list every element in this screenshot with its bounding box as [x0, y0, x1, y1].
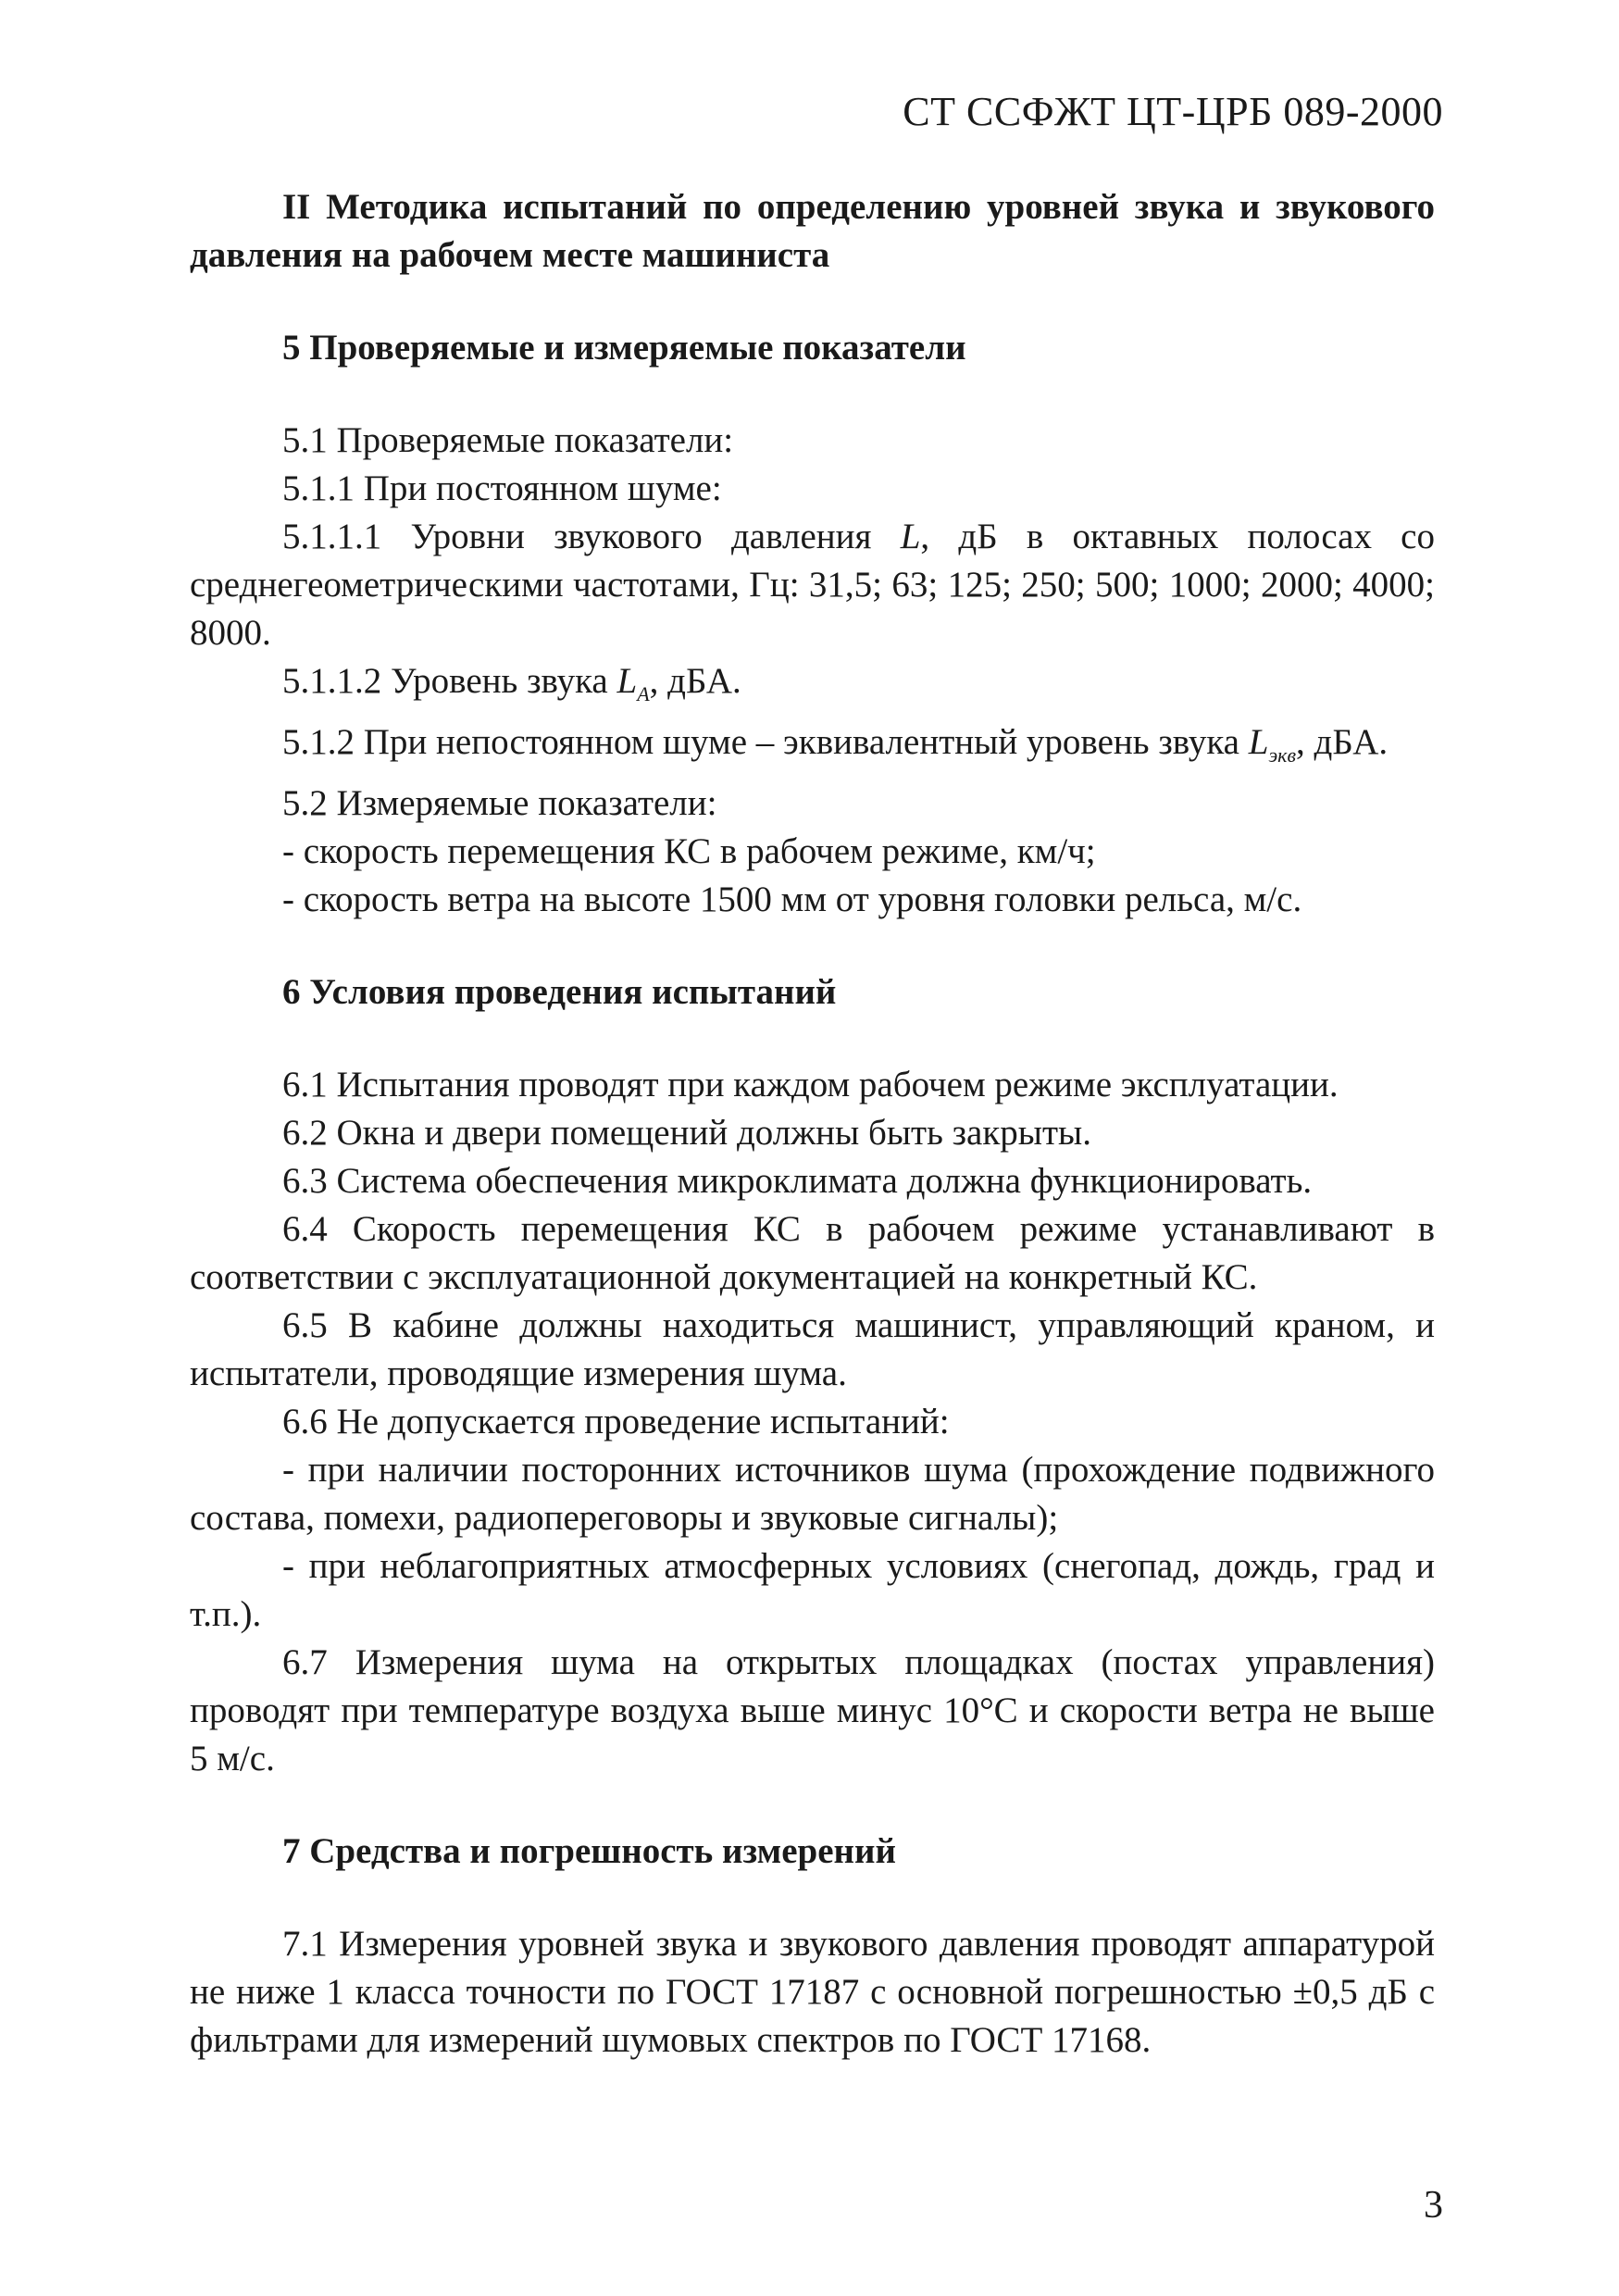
list-item: - скорость перемещения КС в рабочем режиме, км/ч;: [282, 830, 1096, 871]
paragraph-7-1: 7.1 Измерения уровней звука и звукового давления проводят аппаратурой не ниже 1 класса точности по ГОСТ 17187 с основной погрешностью ±0,5 дБ с фильтрами для измерений шумовых спектров по ГОСТ 17168.: [190, 1923, 1435, 2060]
heading-6: 6 Условия проведения испытаний: [282, 971, 837, 1012]
section-title: II Методика испытаний по определению уровней звука и звукового давления на рабочем месте машиниста: [190, 187, 1435, 275]
symbol-L: L: [900, 517, 921, 556]
paragraph-5-1-2: [190, 718, 1435, 780]
paragraph-6-4: 6.4 Скорость перемещения КС в рабочем режиме устанавливают в соответствии с эксплуатационной документацией на конкретный КС.: [190, 1208, 1435, 1297]
page-number: 3: [1424, 2184, 1443, 2227]
paragraph-6-6: 6.6 Не допускается проведение испытаний:: [282, 1401, 950, 1441]
heading-7: 7 Средства и погрешность измерений: [282, 1830, 896, 1871]
text-part: , дБА.: [649, 661, 741, 701]
text-part: , дБ в октавных полосах со среднегеометрическими частотами, Гц: 31,5; 63; 125; 250; 500; 1000; 2000; 4000; 8000.: [190, 517, 1435, 653]
text-part: 5.1.1.1 Уровни звукового давления: [282, 517, 901, 556]
paragraph-6-5: 6.5 В кабине должны находиться машинист, управляющий краном, и испытатели, проводящие измерения шума.: [190, 1304, 1435, 1393]
heading-5: 5 Проверяемые и измеряемые показатели: [282, 328, 966, 368]
text-part: 5.1.1.2 Уровень звука: [282, 661, 617, 701]
document-code-header: СТ ССФЖТ ЦТ-ЦРБ 089-2000: [903, 89, 1443, 134]
symbol-L: L: [1248, 721, 1269, 762]
paragraph-6-1: 6.1 Испытания проводят при каждом рабочем режиме эксплуатации.: [282, 1064, 1339, 1104]
symbol-subscript: экв: [1268, 742, 1296, 767]
text-part: 5.1.2 При непостоянном шуме – эквивалентный уровень звука: [282, 721, 1249, 762]
symbol-L: L: [616, 661, 638, 701]
paragraph-5-1-1-1: [190, 513, 1435, 657]
symbol-subscript: A: [637, 681, 650, 705]
list-item: - скорость ветра на высоте 1500 мм от уровня головки рельса, м/с.: [282, 879, 1302, 919]
document-body: [190, 183, 1435, 2065]
paragraph-5-1-1: 5.1.1 При постоянном шуме:: [282, 468, 722, 508]
list-item: - при неблагоприятных атмосферных условиях (снегопад, дождь, град и т.п.).: [190, 1545, 1435, 1634]
paragraph-6-3: 6.3 Система обеспечения микроклимата должна функционировать.: [282, 1160, 1313, 1201]
paragraph-5-2: 5.2 Измеряемые показатели:: [282, 782, 717, 823]
paragraph-6-2: 6.2 Окна и двери помещений должны быть закрыты.: [282, 1112, 1091, 1153]
list-item: - при наличии посторонних источников шума (прохождение подвижного состава, помехи, радиопереговоры и звуковые сигналы);: [190, 1449, 1435, 1538]
paragraph-5-1-1-2: [190, 657, 1435, 718]
text-part: , дБА.: [1296, 721, 1389, 762]
paragraph-6-7: 6.7 Измерения шума на открытых площадках (постах управления) проводят при температуре воздуха выше минус 10°С и скорости ветра не выше 5 м/с.: [190, 1641, 1435, 1778]
paragraph-5-1: 5.1 Проверяемые показатели:: [282, 420, 734, 460]
